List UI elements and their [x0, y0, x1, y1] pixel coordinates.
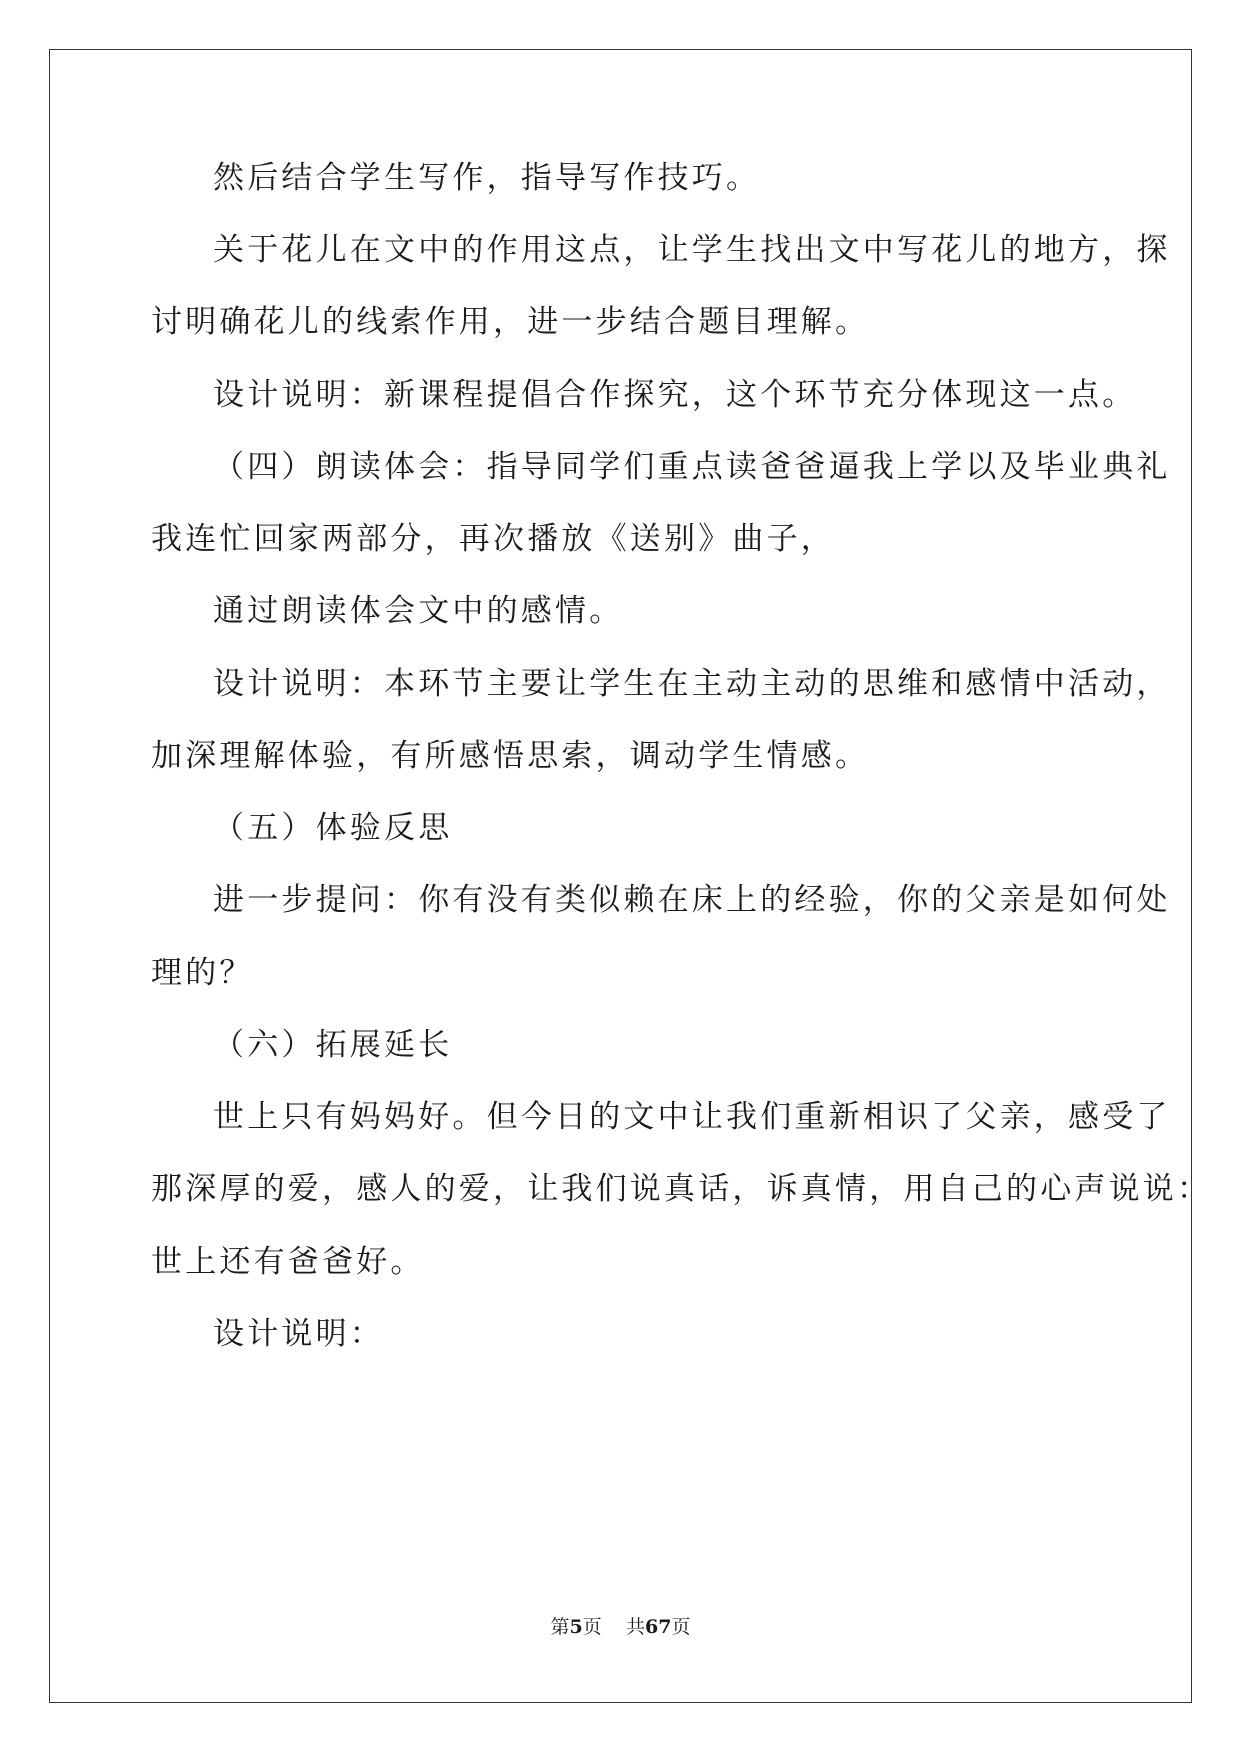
paragraph-6-line-2: 加深理解体验，有所感悟思索，调动学生情感。 — [151, 738, 870, 774]
footer-total-suffix: 页 — [671, 1616, 691, 1638]
footer-total-prefix: 共 — [625, 1616, 645, 1638]
paragraph-7-line-1: （五）体验反思 — [213, 810, 453, 846]
paragraph-4-line-1: （四）朗读体会：指导同学们重点读爸爸逼我上学以及毕业典礼 — [213, 449, 1171, 485]
paragraph-2-line-1: 关于花儿在文中的作用这点，让学生找出文中写花儿的地方，探 — [213, 232, 1171, 268]
page-footer — [0, 1615, 1241, 1639]
paragraph-8-line-2: 理的？ — [151, 955, 254, 991]
paragraph-5-line-1: 通过朗读体会文中的感情。 — [213, 593, 624, 629]
paragraph-8-line-1: 进一步提问：你有没有类似赖在床上的经验，你的父亲是如何处 — [213, 882, 1171, 918]
paragraph-2-line-2: 讨明确花儿的线索作用，进一步结合题目理解。 — [151, 304, 870, 340]
footer-page-prefix: 第 — [550, 1616, 570, 1638]
paragraph-3-line-1: 设计说明：新课程提倡合作探究，这个环节充分体现这一点。 — [213, 377, 1137, 413]
footer-total-pages: 67 — [644, 1616, 672, 1638]
paragraph-10-line-2: 那深厚的爱，感人的爱，让我们说真话，诉真情，用自己的心声说说： — [151, 1171, 1212, 1207]
paragraph-9-line-1: （六）拓展延长 — [213, 1027, 453, 1063]
paragraph-4-line-2: 我连忙回家两部分，再次播放《送别》曲子， — [151, 521, 835, 557]
paragraph-11-line-1: 设计说明： — [213, 1316, 384, 1352]
footer-page-suffix: 页 — [582, 1616, 602, 1638]
paragraph-1-line-1: 然后结合学生写作，指导写作技巧。 — [213, 160, 761, 196]
footer-page-number: 5 — [569, 1616, 583, 1638]
page-border — [49, 49, 1192, 1703]
paragraph-10-line-1: 世上只有妈妈好。但今日的文中让我们重新相识了父亲，感受了 — [213, 1099, 1171, 1135]
paragraph-10-line-3: 世上还有爸爸好。 — [151, 1244, 425, 1280]
paragraph-6-line-1: 设计说明：本环节主要让学生在主动主动的思维和感情中活动， — [213, 666, 1171, 702]
